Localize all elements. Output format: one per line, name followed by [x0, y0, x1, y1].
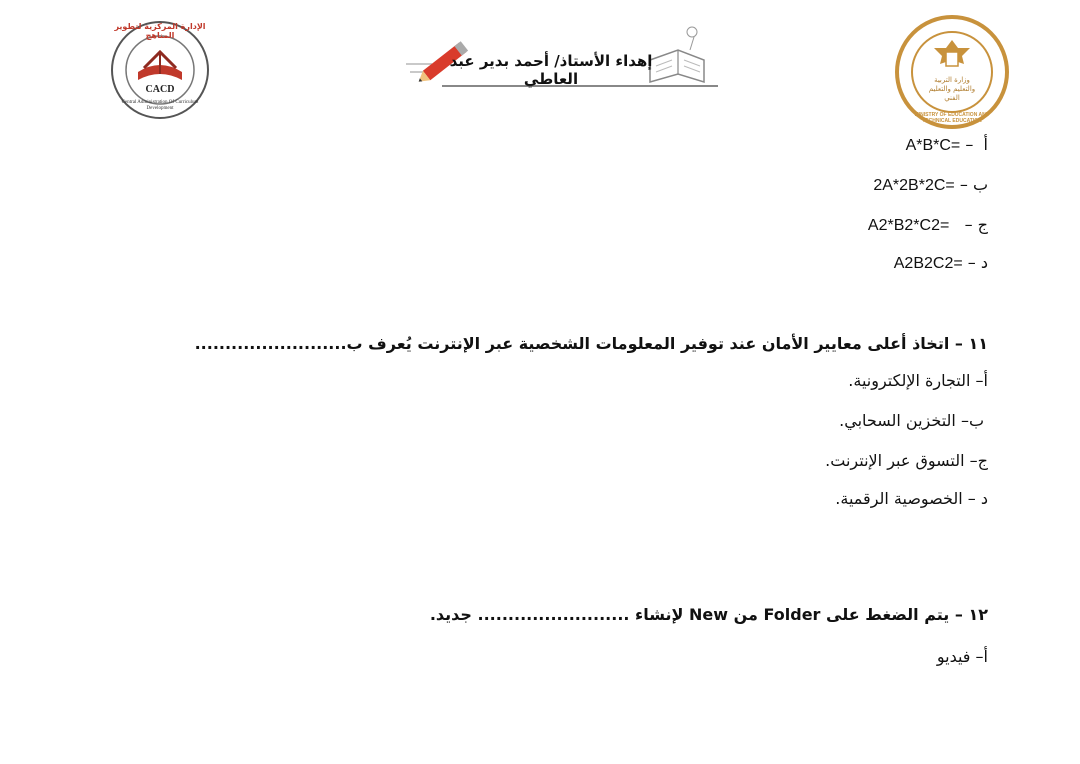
- q12-option-a: أ– فيديو: [936, 647, 988, 666]
- option-letter: أ: [983, 647, 988, 666]
- option-letter: أ: [983, 135, 988, 154]
- cacd-logo: [108, 18, 212, 122]
- option-letter: د: [980, 489, 988, 508]
- q11-question: ١١ – اتخاذ أعلى معايير الأمان عند توفير المعلومات الشخصية عبر الإنترنت يُعرف ب.........................: [194, 334, 988, 353]
- q11-option-b: ب– التخزين السحابي.: [839, 411, 984, 430]
- option-text: التجارة الإلكترونية.: [848, 371, 971, 390]
- option-text: A*B*C=: [905, 137, 961, 154]
- option-text: التخزين السحابي.: [839, 411, 956, 430]
- q11-option-c: ج– التسوق عبر الإنترنت.: [825, 451, 988, 470]
- option-text: A2*B2*C2=: [867, 217, 950, 234]
- ministry-ring-text: MINISTRY OF EDUCATION AND TECHNICAL EDUCATION: [914, 112, 990, 124]
- option-text: الخصوصية الرقمية.: [835, 489, 963, 508]
- option-letter: ب: [972, 175, 988, 194]
- q10-option-d: د – A2B2C2=: [893, 253, 988, 272]
- question-text: اتخاذ أعلى معايير الأمان عند توفير المعلومات الشخصية عبر الإنترنت يُعرف ب.........................: [194, 334, 950, 353]
- option-letter: ج: [977, 451, 988, 470]
- question-number: ١١: [968, 334, 988, 353]
- ministry-logo: [894, 14, 1010, 130]
- cacd-inner-text: CACD: [145, 84, 175, 95]
- dedication-banner: [402, 20, 720, 92]
- q11-option-a: أ– التجارة الإلكترونية.: [848, 371, 988, 390]
- option-letter: ج: [977, 215, 988, 234]
- option-text: A2B2C2=: [893, 255, 963, 272]
- question-text: يتم الضغط على Folder من New لإنشاء ......................... جديد.: [429, 605, 950, 624]
- ministry-inner-text: وزارة التربية والتعليم والتعليم الفني: [928, 76, 976, 102]
- option-letter: أ: [983, 371, 988, 390]
- option-text: فيديو: [936, 647, 971, 666]
- q10-option-b: ب – 2A*2B*2C=: [873, 175, 988, 194]
- q10-option-c: ج – A2*B2*C2=: [867, 215, 988, 234]
- q11-option-d: د – الخصوصية الرقمية.: [835, 489, 988, 508]
- dedication-text: إهداء الأستاذ/ أحمد بدير عبد العاطي: [449, 52, 653, 88]
- option-letter: ب: [968, 411, 984, 430]
- question-number: ١٢: [968, 605, 988, 624]
- option-text: 2A*2B*2C=: [873, 177, 955, 194]
- option-text: التسوق عبر الإنترنت.: [825, 451, 965, 470]
- q10-option-a: أ – A*B*C=: [905, 135, 988, 154]
- option-letter: د: [980, 253, 988, 272]
- q12-question: ١٢ – يتم الضغط على Folder من New لإنشاء ......................... جديد.: [429, 605, 988, 624]
- cacd-ring-text: الإدارة المركزية لتطوير المناهج: [114, 22, 206, 40]
- cacd-bottom-text: Central Administration Of Curriculum Development: [121, 100, 199, 111]
